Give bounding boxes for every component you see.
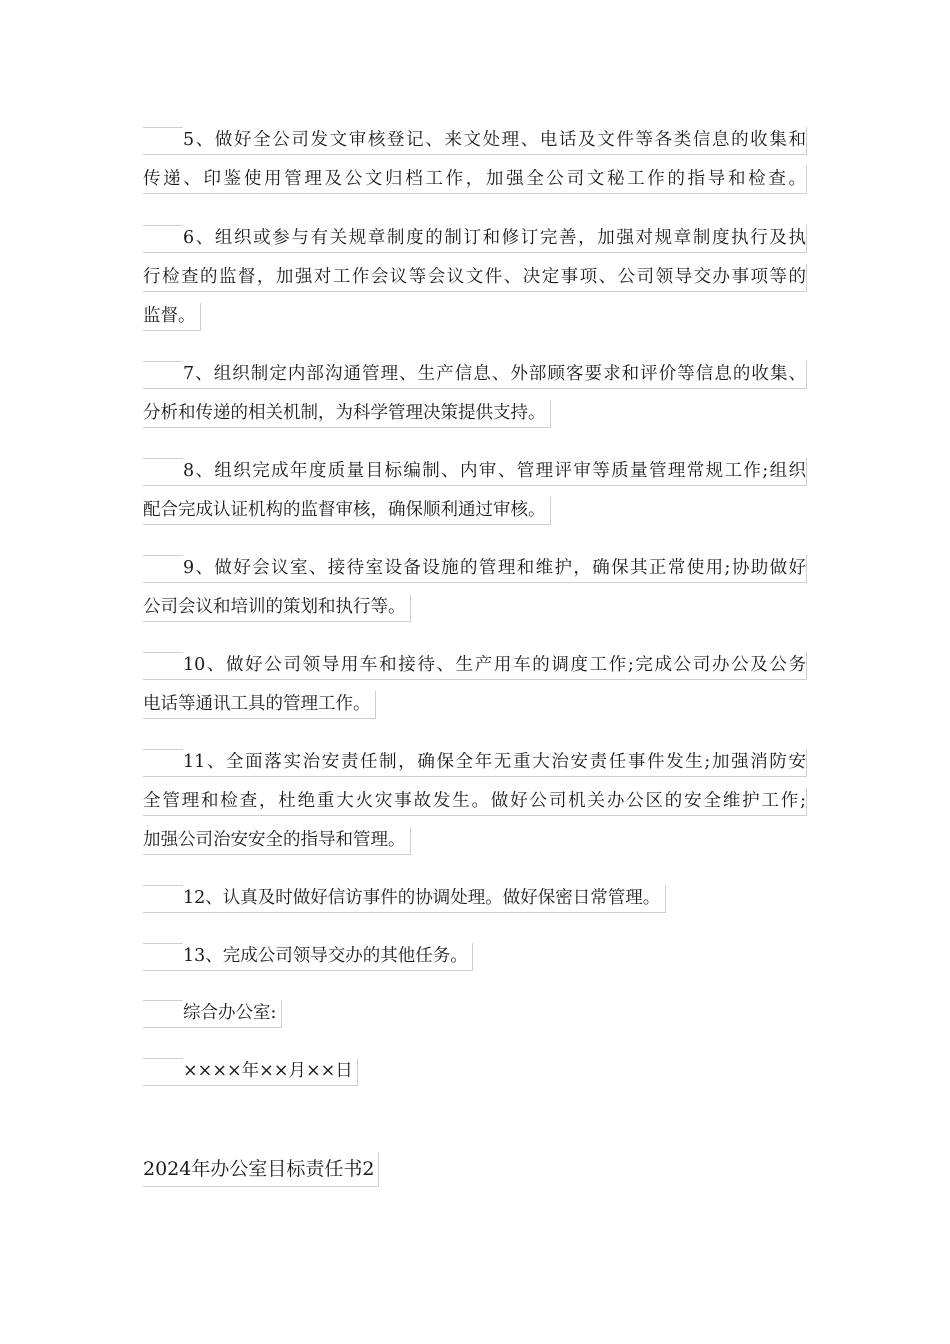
text-frame-top	[143, 1000, 183, 1001]
signature-date	[143, 1052, 806, 1091]
text-line: 传递、印鉴使用管理及公文归档工作，加强全公司文秘工作的指导和检查。	[143, 160, 806, 199]
text-frame-top	[143, 943, 183, 944]
text-frame	[143, 691, 376, 719]
text-line: 13、完成公司领导交办的其他任务。	[143, 937, 806, 976]
section-heading	[143, 1152, 379, 1187]
text-line: 8、组织完成年度质量目标编制、内审、管理评审等质量管理常规工作;组织	[143, 452, 806, 491]
text-line: 9、做好会议室、接待室设备设施的管理和维护，确保其正常使用;协助做好	[143, 549, 806, 588]
text-frame	[143, 827, 411, 855]
text-line: 分析和传递的相关机制，为科学管理决策提供支持。	[143, 394, 806, 433]
text-line: 配合完成认证机构的监督审核，确保顺利通过审核。	[143, 491, 806, 530]
text-frame	[143, 943, 473, 971]
text-line: 电话等通讯工具的管理工作。	[143, 685, 806, 724]
text-frame	[143, 127, 807, 155]
text-frame-top	[143, 127, 183, 128]
text-line: 全管理和检查，杜绝重大火灾事故发生。做好公司机关办公区的安全维护工作;	[143, 782, 806, 821]
text-frame	[143, 652, 807, 680]
text-frame-top	[143, 458, 183, 459]
text-frame-top	[143, 225, 183, 226]
text-line: 7、组织制定内部沟通管理、生产信息、外部顾客要求和评价等信息的收集、	[143, 355, 806, 394]
text-line: 加强公司治安安全的指导和管理。	[143, 821, 806, 860]
heading-text: 2024年办公室目标责任书2	[143, 1158, 375, 1180]
text-frame	[143, 885, 666, 913]
text-line: 公司会议和培训的策划和执行等。	[143, 588, 806, 627]
text-line: 11、全面落实治安责任制，确保全年无重大治安责任事件发生;加强消防安	[143, 743, 806, 782]
text-frame-top	[143, 1058, 183, 1059]
text-frame	[143, 1058, 358, 1086]
text-line: 6、组织或参与有关规章制度的制订和修订完善，加强对规章制度执行及执	[143, 219, 806, 258]
text-frame-top	[143, 652, 183, 653]
text-frame	[143, 303, 201, 331]
list-item-8	[143, 452, 806, 530]
text-frame-top	[143, 885, 183, 886]
text-frame	[143, 400, 551, 428]
signature-office	[143, 994, 806, 1033]
list-item-11	[143, 743, 806, 860]
list-item-9	[143, 549, 806, 627]
list-item-6	[143, 219, 806, 336]
text-frame	[143, 497, 551, 525]
text-line: 行检查的监督，加强对工作会议等会议文件、决定事项、公司领导交办事项等的	[143, 258, 806, 297]
text-line: ××××年××月××日	[143, 1052, 806, 1091]
text-line: 5、做好全公司发文审核登记、来文处理、电话及文件等各类信息的收集和	[143, 121, 806, 160]
text-frame	[143, 166, 807, 194]
text-frame	[143, 458, 807, 486]
list-item-12	[143, 879, 806, 918]
text-frame	[143, 361, 807, 389]
text-frame	[143, 749, 807, 777]
list-item-5	[143, 121, 806, 199]
list-item-7	[143, 355, 806, 433]
text-frame-top	[143, 361, 183, 362]
text-frame	[143, 225, 807, 253]
list-item-10	[143, 646, 806, 724]
text-frame	[143, 1000, 282, 1028]
text-frame-top	[143, 749, 183, 750]
list-item-13	[143, 937, 806, 976]
text-line: 综合办公室:	[143, 994, 806, 1033]
text-frame	[143, 555, 807, 583]
text-line: 10、做好公司领导用车和接待、生产用车的调度工作;完成公司办公及公务	[143, 646, 806, 685]
text-frame	[143, 788, 807, 816]
text-frame-top	[143, 555, 183, 556]
text-line: 12、认真及时做好信访事件的协调处理。做好保密日常管理。	[143, 879, 806, 918]
text-line: 监督。	[143, 297, 806, 336]
text-frame	[143, 264, 807, 292]
text-frame	[143, 594, 411, 622]
